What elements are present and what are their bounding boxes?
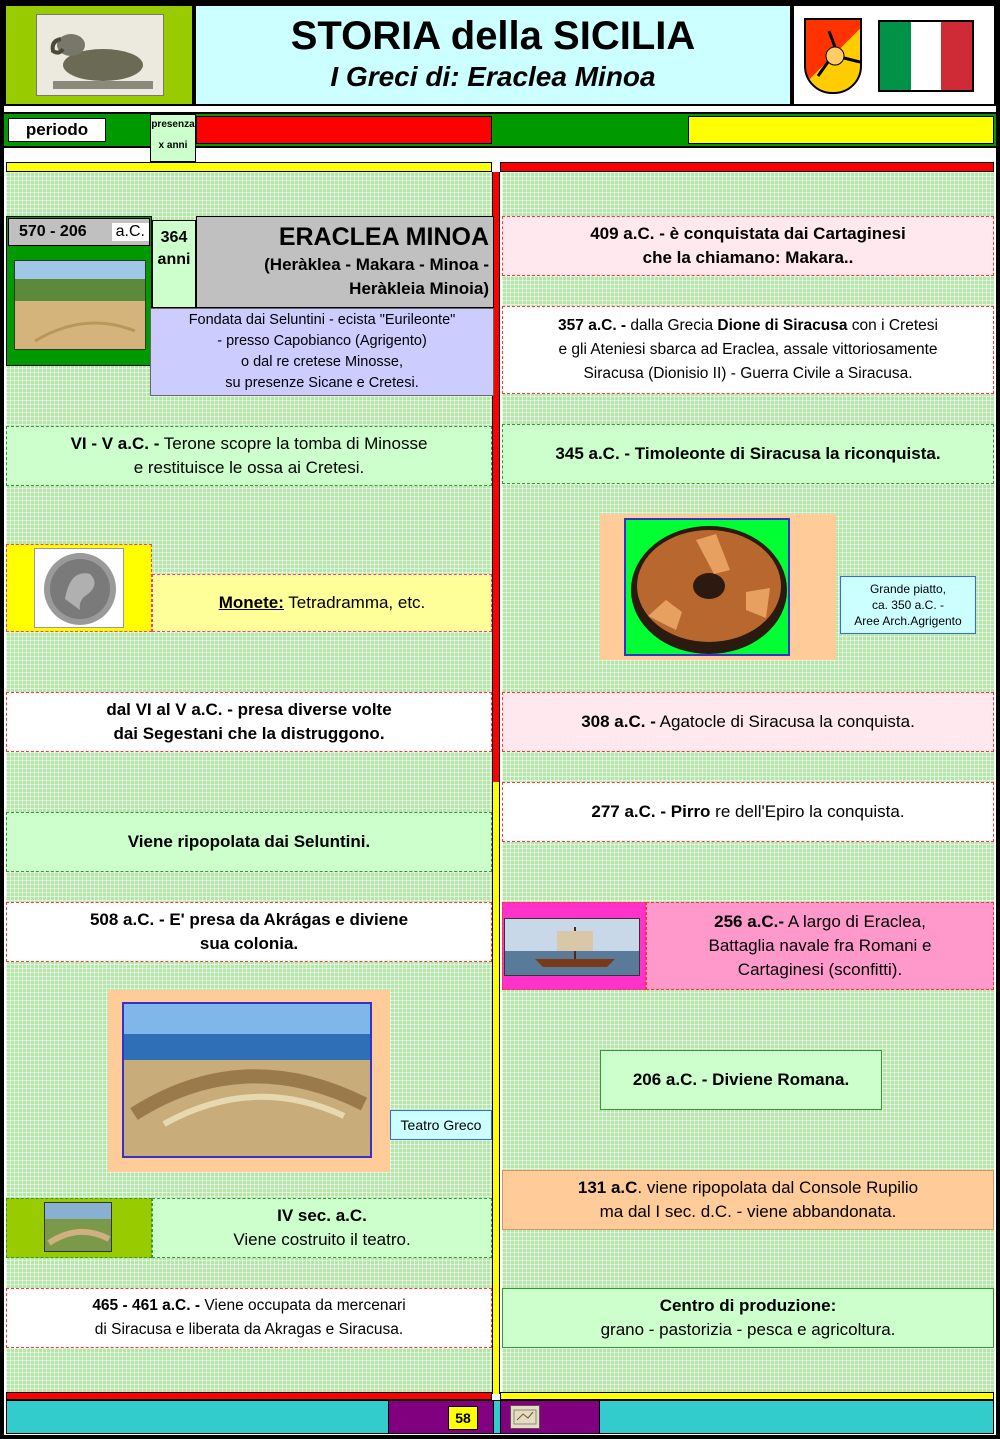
event-akragas: 508 a.C. - E' presa da Akrágas e diviene sua colonia. bbox=[6, 902, 492, 962]
italian-flag-icon bbox=[878, 20, 974, 92]
map-thumbnail-icon[interactable] bbox=[510, 1405, 540, 1429]
city-dates: 570 - 206 a.C. bbox=[8, 218, 150, 246]
production-center: Centro di produzione: grano - pastorizia - pesca e agricoltura. bbox=[502, 1288, 994, 1348]
coin-image bbox=[34, 548, 124, 628]
period-red-bar bbox=[196, 116, 492, 144]
founding-box: Fondata dai Seluntini - ecista "Eurileonte" - presso Capobianco (Agrigento) o dal re cretese Minosse, su presenze Sicane e Cretesi. bbox=[150, 308, 494, 396]
header-title-panel bbox=[194, 4, 792, 106]
sicily-coat-of-arms-icon bbox=[804, 18, 862, 94]
city-name: ERACLEA MINOA bbox=[278, 223, 489, 251]
event-357: 357 a.C. - dalla Grecia Dione di Siracusa con i Cretesi e gli Ateniesi sbarca ad Eraclea, assale vittoriosamente Siracusa (Dionisio II) - Guerra Civile a Siracusa. bbox=[502, 306, 994, 394]
event-206: 206 a.C. - Diviene Romana. bbox=[600, 1050, 882, 1110]
city-landscape-image bbox=[14, 260, 146, 350]
page-title: STORIA della SICILIA bbox=[290, 14, 696, 58]
event-ripopolata: Viene ripopolata dai Seluntini. bbox=[6, 812, 492, 872]
event-teatro: IV sec. a.C. Viene costruito il teatro. bbox=[152, 1198, 492, 1258]
page-subtitle: I Greci di: Eraclea Minoa bbox=[330, 61, 656, 92]
ram-statue-image bbox=[36, 14, 164, 96]
event-mercenari: 465 - 461 a.C. - Viene occupata da mercenari di Siracusa e liberata da Akragas e Siracusa. bbox=[6, 1288, 492, 1348]
event-segestani: dal VI al V a.C. - presa diverse volte dai Segestani che la distruggono. bbox=[6, 692, 492, 752]
plate-caption: Grande piatto, ca. 350 a.C. - Aree Arch.Agrigento bbox=[840, 576, 976, 634]
page bbox=[4, 4, 996, 1435]
period-yellow-bar bbox=[688, 116, 994, 144]
event-131: 131 a.C. viene ripopolata dal Console Rupilio ma dal I sec. d.C. - viene abbandonata. bbox=[502, 1170, 994, 1230]
event-256: 256 a.C.- A largo di Eraclea, Battaglia navale fra Romani e Cartaginesi (sconfitti). bbox=[646, 902, 994, 990]
period-label: periodo bbox=[8, 118, 106, 142]
event-277: 277 a.C. - Pirro re dell'Epiro la conquista. bbox=[502, 782, 994, 842]
theater-caption: Teatro Greco bbox=[390, 1110, 492, 1140]
footer-yellow-stripe bbox=[500, 1392, 994, 1400]
footer-purple-left bbox=[388, 1400, 494, 1434]
greek-theater-image bbox=[122, 1002, 372, 1158]
presence-label: presenza x anni bbox=[150, 114, 196, 162]
greek-plate-image bbox=[624, 518, 790, 656]
city-name-box: ERACLEA MINOA (Heràklea - Makara - Minoa - Heràkleia Minoia) bbox=[196, 216, 494, 308]
naval-battle-image bbox=[504, 918, 640, 976]
page-number: 58 bbox=[448, 1406, 478, 1430]
right-red-stripe bbox=[500, 162, 994, 172]
years-box: 364 anni bbox=[152, 220, 196, 308]
footer-red-stripe bbox=[6, 1392, 492, 1400]
event-409: 409 a.C. - è conquistata dai Cartaginesi che la chiamano: Makara.. bbox=[502, 216, 994, 276]
left-yellow-stripe bbox=[6, 162, 492, 172]
event-terone: VI - V a.C. - Terone scopre la tomba di Minosse e restituisce le ossa ai Cretesi. bbox=[6, 426, 492, 486]
event-308: 308 a.C. - Agatocle di Siracusa la conquista. bbox=[502, 692, 994, 752]
teatro-small-image bbox=[44, 1202, 112, 1252]
timeline-yellow-segment bbox=[492, 782, 500, 1394]
event-coins: Monete: Tetradramma, etc. bbox=[152, 574, 492, 632]
event-345: 345 a.C. - Timoleonte di Siracusa la riconquista. bbox=[502, 424, 994, 484]
